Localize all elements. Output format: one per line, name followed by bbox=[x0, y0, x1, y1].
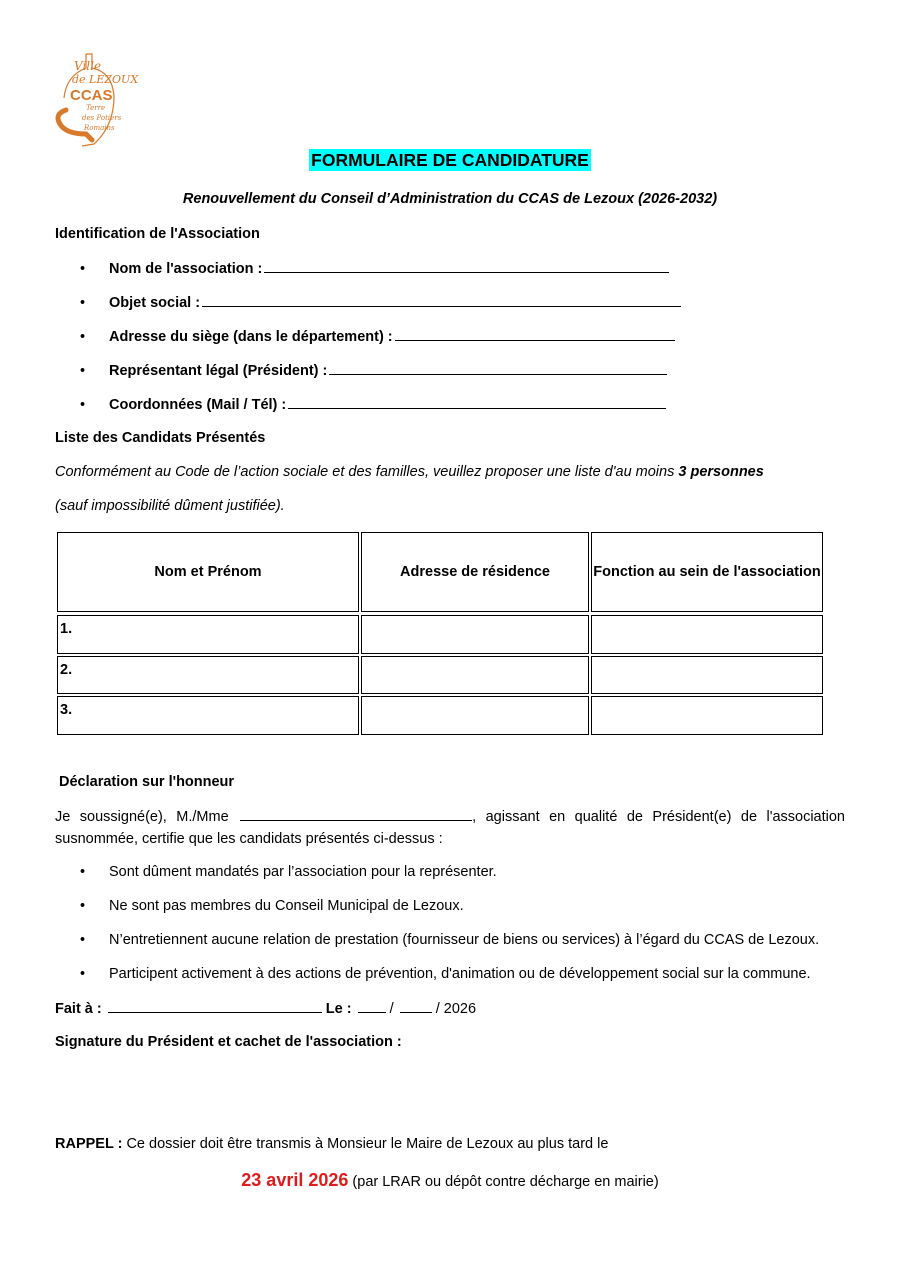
table-row-1-function[interactable] bbox=[591, 615, 823, 654]
declaration-heading: Déclaration sur l'honneur bbox=[59, 774, 235, 790]
candidates-intro: Conformément au Code de l’action sociale et des familles, veuillez proposer une liste d'au moins 3 personnes bbox=[55, 464, 764, 480]
declarant-name-field[interactable] bbox=[240, 808, 472, 821]
ccas-logo bbox=[52, 48, 152, 152]
svg-text:Terre: Terre bbox=[86, 104, 106, 112]
pottery-logo-icon bbox=[52, 48, 152, 152]
svg-text:Ville: Ville bbox=[74, 59, 102, 73]
table-row-1-name[interactable]: 1. bbox=[57, 615, 359, 654]
table-row-3-name[interactable]: 3. bbox=[57, 696, 359, 735]
declaration-item-2: • Ne sont pas membres du Conseil Municipal de Lezoux. bbox=[80, 898, 464, 914]
field-address[interactable]: • Adresse du siège (dans le département) : bbox=[80, 328, 675, 345]
identification-heading: Identification de l'Association bbox=[55, 226, 260, 242]
declaration-item-3: • N’entretiennent aucune relation de prestation (fournisseur de biens ou services) à l’égard du CCAS de Lezoux. bbox=[80, 932, 820, 948]
svg-text:CCAS: CCAS bbox=[70, 87, 113, 104]
svg-text:de LEZOUX: de LEZOUX bbox=[72, 73, 139, 86]
field-object[interactable]: • Objet social : bbox=[80, 294, 681, 311]
declaration-item-1: • Sont dûment mandatés par l’association pour la représenter. bbox=[80, 864, 497, 880]
declaration-item-4: • Participent activement à des actions de prévention, d'animation ou de développement social sur la commune. bbox=[80, 966, 811, 982]
table-header-name: Nom et Prénom bbox=[57, 532, 359, 612]
table-header-address: Adresse de résidence bbox=[361, 532, 589, 612]
svg-text:Romains: Romains bbox=[84, 124, 115, 132]
candidates-intro-note: (sauf impossibilité dûment justifiée). bbox=[55, 498, 285, 514]
table-row-1-address[interactable] bbox=[361, 615, 589, 654]
reminder-deadline bbox=[0, 1170, 900, 1191]
place-field[interactable] bbox=[108, 1000, 322, 1013]
table-row-2-name[interactable]: 2. bbox=[57, 656, 359, 694]
declaration-text: Je soussigné(e), M./Mme , agissant en qualité de Président(e) de l'association susnommée, certifie que les candidats présentés ci-dessus : bbox=[55, 809, 845, 847]
day-field[interactable] bbox=[358, 1000, 386, 1013]
signature-label: Signature du Président et cachet de l'association : bbox=[55, 1034, 402, 1050]
table-header-function: Fonction au sein de l'association bbox=[591, 532, 823, 612]
field-association-name[interactable]: • Nom de l'association : bbox=[80, 260, 669, 277]
field-contact[interactable]: • Coordonnées (Mail / Tél) : bbox=[80, 396, 666, 413]
date-place-line: Fait à : Le : / / 2026 bbox=[55, 1001, 477, 1017]
deadline-date: 23 avril 2026 bbox=[241, 1170, 349, 1190]
svg-text:des Potiers: des Potiers bbox=[82, 114, 122, 122]
page-subtitle: Renouvellement du Conseil d’Administration du CCAS de Lezoux (2026-2032) bbox=[182, 191, 718, 207]
table-row-3-function[interactable] bbox=[591, 696, 823, 735]
field-legal-representative[interactable]: • Représentant légal (Président) : bbox=[80, 362, 667, 379]
table-row-3-address[interactable] bbox=[361, 696, 589, 735]
table-row-2-function[interactable] bbox=[591, 656, 823, 694]
reminder-text: RAPPEL : Ce dossier doit être transmis à Monsieur le Maire de Lezoux au plus tard le bbox=[55, 1136, 609, 1152]
month-field[interactable] bbox=[400, 1000, 432, 1013]
table-row-2-address[interactable] bbox=[361, 656, 589, 694]
candidates-heading: Liste des Candidats Présentés bbox=[55, 430, 266, 446]
page-title: FORMULAIRE DE CANDIDATURE bbox=[311, 150, 589, 170]
deadline-note: (par LRAR ou dépôt contre décharge en mairie) bbox=[352, 1174, 659, 1190]
